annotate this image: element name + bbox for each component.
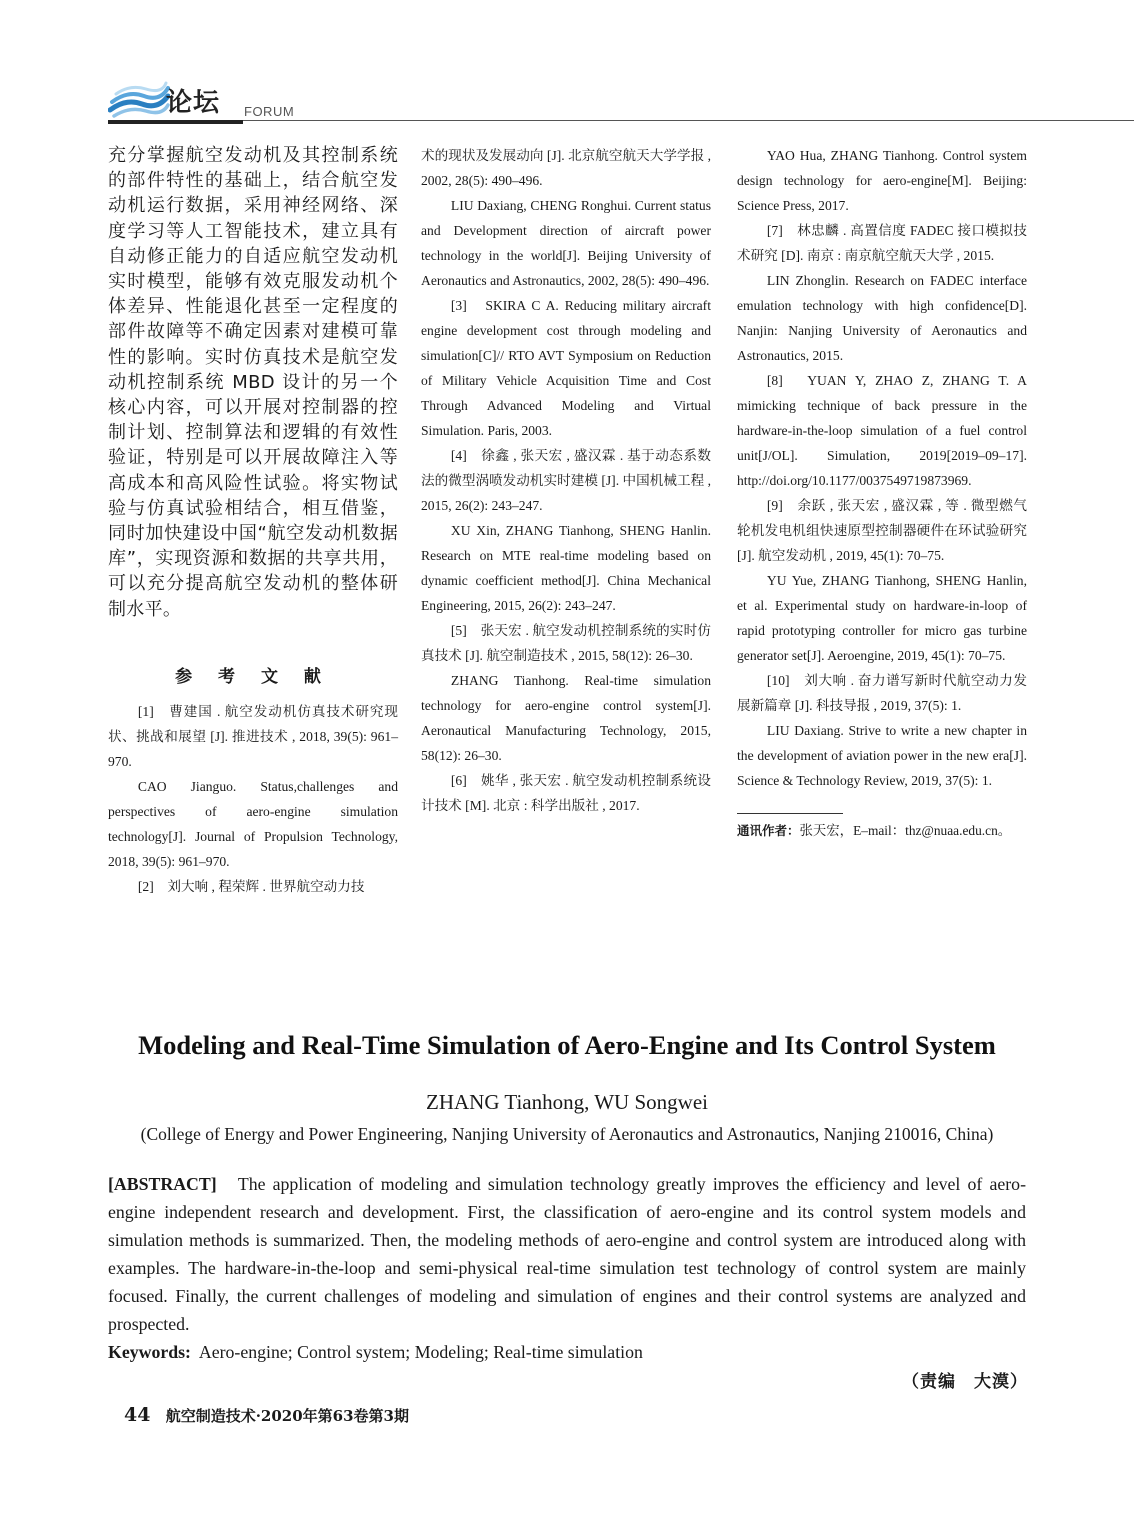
column-right — [737, 143, 1027, 842]
header-rule-thick — [108, 120, 243, 124]
reference-entry: CAO Jianguo. Status,challenges and perspectives of aero-engine simulation technology[J]. Journal of Propulsion Technology, 2018, 39(5): 961–970. — [108, 778, 398, 869]
footnote-rule — [737, 813, 843, 814]
english-title: Modeling and Real-Time Simulation of Aero-Engine and Its Control System — [138, 1030, 996, 1060]
footnote-text: 张天宏，E–mail：thz@nuaa.edu.cn。 — [799, 823, 1012, 838]
english-affiliation: (College of Energy and Power Engineering, Nanjing University of Aeronautics and Astronautics, Nanjing 210016, China) — [140, 1124, 994, 1144]
body-paragraph: 充分掌握航空发动机及其控制系统的部件特性的基础上，结合航空发动机运行数据，采用神经网络、深度学习等人工智能技术，建立具有自动修正能力的自适应航空发动机实时模型，能够有效克服发动机个体差异、性能退化甚至一定程度的部件故障等不确定因素对建模可靠性的影响。实时仿真技术是航空发动机控制系统 MBD 设计的另一个核心内容，可以开展对控制器的控制计划、控制算法和逻辑的有效性验证，特别是可以开展故障注入等高成本和高风险性试验。将实物试验与仿真试验相结合，相互借鉴，同时加快建设中国“航空发动机数据库”，实现资源和数据的共享共用，可以充分提高航空发动机的整体研制水平。 — [108, 145, 398, 620]
footnote-label: 通讯作者： — [737, 823, 800, 838]
reference-entry: [8] YUAN Y, ZHAO Z, ZHANG T. A mimicking technique of back pressure in the hardware-in-the-loop simulation of a fuel control unit[J/OL]. Simulation, 2019[2019–09–17]. http://doi.org/10.1177/0037549719873969. — [737, 373, 1027, 488]
keywords-label: Keywords: — [108, 1342, 191, 1362]
reference-entry: [10] 刘大响 . 奋力谱写新时代航空动力发展新篇章 [J]. 科技导报 , 2019, 37(5): 1. — [737, 673, 1027, 713]
reference-entry: [3] SKIRA C A. Reducing military aircraft engine development cost through modeling and simulation[C]// RTO AVT Symposium on Reduction of Military Vehicle Acquisition Time and Cost Through Advanced Modeling and Virtual Simulation. Paris, 2003. — [421, 298, 711, 438]
reference-entry: [6] 姚华 , 张天宏 . 航空发动机控制系统设计技术 [M]. 北京 : 科学出版社 , 2017. — [421, 773, 711, 813]
page-number: 44 — [124, 1404, 151, 1426]
forum-wave-logo-icon — [108, 80, 170, 120]
corresponding-author-note — [737, 820, 1027, 842]
reference-entry: 术的现状及发展动向 [J]. 北京航空航天大学学报 , 2002, 28(5): 490–496. — [421, 148, 711, 188]
english-authors: ZHANG Tianhong, WU Songwei — [426, 1090, 708, 1114]
reference-entry: YU Yue, ZHANG Tianhong, SHENG Hanlin, et al. Experimental study on hardware-in-loop of rapid prototyping controller for micro gas turbine generator set[J]. Aeroengine, 2019, 45(1): 70–75. — [737, 573, 1027, 663]
reference-entry: [5] 张天宏 . 航空发动机控制系统的实时仿真技术 [J]. 航空制造技术 , 2015, 58(12): 26–30. — [421, 623, 711, 663]
abstract-text: The application of modeling and simulation technology greatly improves the efficiency and level of aero-engine independent research and development. First, the classification of aero-engine and its control system models and simulation methods is summarized. Then, the modeling methods of aero-engine and control system are introduced along with examples. The hardware-in-the-loop and semi-physical real-time simulation test technology of control system are mainly focused. Finally, the current challenges of modeling and simulation of engines and their control systems are analyzed and prospected. — [108, 1174, 1026, 1334]
reference-entry: [9] 余跃 , 张天宏 , 盛汉霖 , 等 . 微型燃气轮机发电机组快速原型控制器硬件在环试验研究 [J]. 航空发动机 , 2019, 45(1): 70–75. — [737, 498, 1027, 563]
reference-entry: [7] 林忠麟 . 高置信度 FADEC 接口模拟技术研究 [D]. 南京 : 南京航空航天大学 , 2015. — [737, 223, 1027, 263]
header-rule-thin — [243, 120, 1134, 121]
page-footer — [124, 1404, 409, 1426]
column-left — [108, 143, 398, 899]
reference-entry: LIN Zhonglin. Research on FADEC interface emulation technology with high confidence[D]. Nanjin: Nanjing University of Aeronautics and Astronautics, 2015. — [737, 273, 1027, 363]
reference-entry: [1] 曹建国 . 航空发动机仿真技术研究现状、挑战和展望 [J]. 推进技术 , 2018, 39(5): 961–970. — [108, 703, 398, 769]
abstract-label: [ABSTRACT] — [108, 1174, 217, 1194]
section-title-en: FORUM — [244, 104, 295, 119]
journal-issue: 航空制造技术·2020年第63卷第3期 — [165, 1407, 409, 1425]
references-title: 参 考 文 献 — [175, 666, 331, 687]
english-keywords — [108, 1339, 1026, 1365]
english-abstract — [108, 1170, 1026, 1338]
reference-entry: YAO Hua, ZHANG Tianhong. Control system design technology for aero-engine[M]. Beijing: Science Press, 2017. — [737, 148, 1027, 213]
keywords-text: Aero-engine; Control system; Modeling; Real-time simulation — [198, 1342, 643, 1362]
body-text — [108, 143, 398, 622]
reference-entry: LIU Daxiang. Strive to write a new chapter in the development of aviation power in the new era[J]. Science & Technology Review, 2019, 37(5): 1. — [737, 723, 1027, 788]
column-middle — [421, 143, 711, 818]
reference-entry: LIU Daxiang, CHENG Ronghui. Current status and Development direction of aircraft power technology in the world[J]. Beijing University of Aeronautics and Astronautics, 2002, 28(5): 490–496. — [421, 198, 711, 288]
editor-credit: （责编 大漠） — [902, 1372, 1028, 1392]
reference-entry: XU Xin, ZHANG Tianhong, SHENG Hanlin. Research on MTE real-time modeling based on dynamic coefficient method[J]. China Mechanical Engineering, 2015, 26(2): 243–247. — [421, 523, 711, 613]
reference-entry: ZHANG Tianhong. Real-time simulation technology for aero-engine control system[J]. Aeronautical Manufacturing Technology, 2015, 58(12): 26–30. — [421, 673, 711, 763]
section-title-cn: 论坛 — [166, 88, 221, 118]
reference-entry: [4] 徐鑫 , 张天宏 , 盛汉霖 . 基于动态系数法的微型涡喷发动机实时建模 [J]. 中国机械工程 , 2015, 26(2): 243–247. — [421, 448, 711, 513]
reference-entry: [2] 刘大响 , 程荣辉 . 世界航空动力技 — [137, 878, 365, 894]
page-header — [108, 78, 1134, 126]
